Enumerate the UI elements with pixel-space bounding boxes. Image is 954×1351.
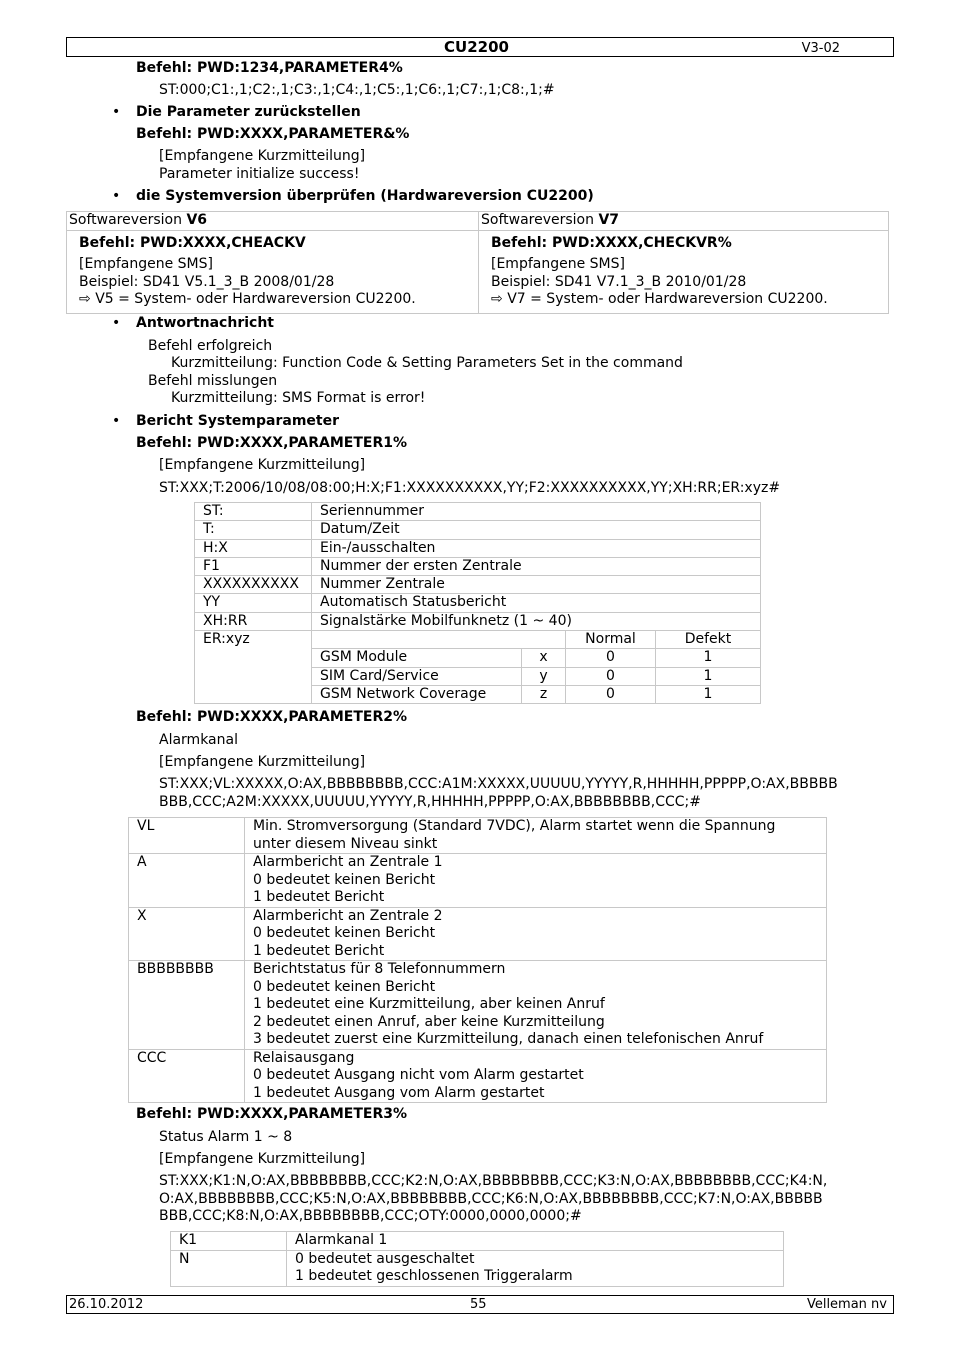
- param-key: N: [171, 1250, 287, 1286]
- table-row: [129, 854, 827, 908]
- sms-label: [Empfangene SMS]: [491, 256, 625, 272]
- param-desc: Datum/Zeit: [312, 521, 761, 539]
- reset-heading: Die Parameter zurückstellen: [136, 104, 361, 120]
- version-table: [66, 211, 889, 314]
- table-row: [171, 1232, 784, 1251]
- param-desc: Alarmkanal 1: [287, 1232, 784, 1251]
- param-key: VL: [129, 818, 245, 854]
- er-defekt: 1: [656, 685, 761, 703]
- received-label: [Empfangene Kurzmitteilung]: [159, 457, 366, 473]
- param3-subtitle: Status Alarm 1 ~ 8: [159, 1129, 293, 1145]
- table-row: [195, 521, 761, 539]
- param-desc: 0 bedeutet ausgeschaltet 1 bedeutet geschlossenen Triggeralarm: [287, 1250, 784, 1286]
- param1-table: [194, 502, 761, 704]
- cmd-cheackv: Befehl: PWD:XXXX,CHEACKV: [79, 234, 306, 251]
- er-defekt: 1: [656, 667, 761, 685]
- st-line: ST:000;C1:,1;C2:,1;C3:,1;C4:,1;C5:,1;C6:,1;C7:,1;C8:,1;#: [159, 82, 555, 98]
- er-var: x: [522, 649, 566, 667]
- page-number: 55: [470, 1297, 487, 1312]
- param-key: X: [129, 907, 245, 961]
- param-desc: Alarmbericht an Zentrale 1 0 bedeutet keinen Bericht 1 bedeutet Bericht: [245, 854, 827, 908]
- table-row: [195, 631, 761, 649]
- param-desc: Alarmbericht an Zentrale 2 0 bedeutet keinen Bericht 1 bedeutet Bericht: [245, 907, 827, 961]
- document-title: CU2200: [444, 38, 509, 56]
- param-key: YY: [195, 594, 312, 612]
- er-var: z: [522, 685, 566, 703]
- param-key: A: [129, 854, 245, 908]
- col-defekt: Defekt: [656, 631, 761, 649]
- table-row: [195, 594, 761, 612]
- er-normal: 0: [566, 649, 656, 667]
- param2-line2: BBB,CCC;A2M:XXXXX,UUUUU,YYYYY,R,HHHHH,PPPPP,O:AX,BBBBBBBB,CCC;#: [159, 794, 701, 810]
- version-table-header-left: Softwareversion V6: [67, 212, 479, 231]
- er-normal: 0: [566, 685, 656, 703]
- param-desc: Signalstärke Mobilfunknetz (1 ~ 40): [312, 612, 761, 630]
- received-label: [Empfangene Kurzmitteilung]: [159, 754, 366, 770]
- er-item: GSM Module: [312, 649, 522, 667]
- page-header: [66, 37, 894, 57]
- bullet: •: [112, 413, 121, 429]
- param-key: T:: [195, 521, 312, 539]
- version-heading: die Systemversion überprüfen (Hardwareversion CU2200): [136, 188, 594, 204]
- cmd-reset: Befehl: PWD:XXXX,PARAMETER&%: [136, 126, 410, 142]
- param1-line: ST:XXX;T:2006/10/08/08:00;H:X;F1:XXXXXXXXXX,YY;F2:XXXXXXXXXX,YY;XH:RR;ER:xyz#: [159, 480, 781, 496]
- param-key: BBBBBBBB: [129, 961, 245, 1050]
- param-desc: Ein-/ausschalten: [312, 539, 761, 557]
- table-row: [129, 1049, 827, 1103]
- col-normal: Normal: [566, 631, 656, 649]
- cmd-param2: Befehl: PWD:XXXX,PARAMETER2%: [136, 709, 407, 725]
- param-key: F1: [195, 557, 312, 575]
- footer-date: 26.10.2012: [69, 1297, 144, 1312]
- version-v7-cell: [479, 230, 889, 313]
- param-desc: Seriennummer: [312, 503, 761, 521]
- table-row: [195, 576, 761, 594]
- report-heading: Bericht Systemparameter: [136, 413, 340, 429]
- version-desc: ⇨ V7 = System- oder Hardwareversion CU2200.: [491, 291, 828, 307]
- param-key: ST:: [195, 503, 312, 521]
- sms-label: [Empfangene SMS]: [79, 256, 213, 272]
- table-row: [129, 818, 827, 854]
- document-version: V3-02: [801, 41, 840, 56]
- param3-line1: ST:XXX;K1:N,O:AX,BBBBBBBB,CCC;K2:N,O:AX,BBBBBBBB,CCC;K3:N,O:AX,BBBBBBBB,CCC;K4:N,: [159, 1173, 828, 1189]
- cmd-param3: Befehl: PWD:XXXX,PARAMETER3%: [136, 1106, 407, 1122]
- er-item: GSM Network Coverage: [312, 685, 522, 703]
- param3-line2: O:AX,BBBBBBBB,CCC;K5:N,O:AX,BBBBBBBB,CCC;K6:N,O:AX,BBBBBBBB,CCC;K7:N,O:AX,BBBBB: [159, 1191, 823, 1207]
- param-desc: Min. Stromversorgung (Standard 7VDC), Alarm startet wenn die Spannung unter diesem Niveau sinkt: [245, 818, 827, 854]
- param-key: XH:RR: [195, 612, 312, 630]
- table-row: [195, 557, 761, 575]
- param-desc: Nummer Zentrale: [312, 576, 761, 594]
- arrow-icon: ⇨: [79, 291, 91, 307]
- page-footer: [66, 1295, 894, 1314]
- received-label: [Empfangene Kurzmitteilung]: [159, 1151, 366, 1167]
- table-row: [195, 503, 761, 521]
- reset-message: Parameter initialize success!: [159, 166, 360, 182]
- answer-ok: Befehl erfolgreich: [148, 338, 273, 354]
- bullet: •: [112, 188, 121, 204]
- arrow-icon: ⇨: [491, 291, 503, 307]
- table-row: [129, 961, 827, 1050]
- empty-cell: [312, 631, 566, 649]
- table-row: [195, 539, 761, 557]
- table-row: [171, 1250, 784, 1286]
- param3-table: [170, 1231, 784, 1287]
- received-label: [Empfangene Kurzmitteilung]: [159, 148, 366, 164]
- bullet: •: [112, 315, 121, 331]
- er-item: SIM Card/Service: [312, 667, 522, 685]
- param-key: K1: [171, 1232, 287, 1251]
- param-desc: Berichtstatus für 8 Telefonnummern 0 bedeutet keinen Bericht 1 bedeutet eine Kurzmitteilung, aber keinen Anruf 2 bedeutet einen Anruf, aber keine Kurzmitteilung 3 bedeutet zuerst eine Kurzmitteilung, danach einen telefonischen Anruf: [245, 961, 827, 1050]
- param-desc: Nummer der ersten Zentrale: [312, 557, 761, 575]
- er-var: y: [522, 667, 566, 685]
- param-key: H:X: [195, 539, 312, 557]
- cmd-param4: Befehl: PWD:1234,PARAMETER4%: [136, 60, 403, 76]
- param-key: ER:xyz: [195, 631, 312, 704]
- bullet: •: [112, 104, 121, 120]
- version-desc: ⇨ V5 = System- oder Hardwareversion CU2200.: [79, 291, 416, 307]
- answer-fail-msg: Kurzmitteilung: SMS Format is error!: [171, 390, 426, 406]
- param2-subtitle: Alarmkanal: [159, 732, 238, 748]
- version-table-header-right: Softwareversion V7: [479, 212, 889, 231]
- cmd-param1: Befehl: PWD:XXXX,PARAMETER1%: [136, 435, 407, 451]
- footer-company: Velleman nv: [806, 1297, 887, 1312]
- example-line: Beispiel: SD41 V5.1_3_B 2008/01/28: [79, 273, 335, 290]
- answer-fail: Befehl misslungen: [148, 373, 278, 389]
- param2-table: [128, 817, 827, 1103]
- param-desc: Automatisch Statusbericht: [312, 594, 761, 612]
- param-desc: Relaisausgang 0 bedeutet Ausgang nicht vom Alarm gestartet 1 bedeutet Ausgang vom Alarm gestartet: [245, 1049, 827, 1103]
- param-key: XXXXXXXXXX: [195, 576, 312, 594]
- table-row: [195, 612, 761, 630]
- param-key: CCC: [129, 1049, 245, 1103]
- param3-line3: BBB,CCC;K8:N,O:AX,BBBBBBBB,CCC;OTY:0000,0000,0000;#: [159, 1208, 582, 1224]
- version-v6-cell: [67, 230, 479, 313]
- table-row: [129, 907, 827, 961]
- answer-ok-msg: Kurzmitteilung: Function Code & Setting Parameters Set in the command: [171, 355, 683, 371]
- er-normal: 0: [566, 667, 656, 685]
- er-defekt: 1: [656, 649, 761, 667]
- answer-heading: Antwortnachricht: [136, 315, 274, 331]
- example-line: Beispiel: SD41 V7.1_3_B 2010/01/28: [491, 273, 747, 290]
- param2-line1: ST:XXX;VL:XXXXX,O:AX,BBBBBBBB,CCC:A1M:XXXXX,UUUUU,YYYYY,R,HHHHH,PPPPP,O:AX,BBBBB: [159, 776, 838, 792]
- cmd-checkvr: Befehl: PWD:XXXX,CHECKVR%: [491, 234, 732, 251]
